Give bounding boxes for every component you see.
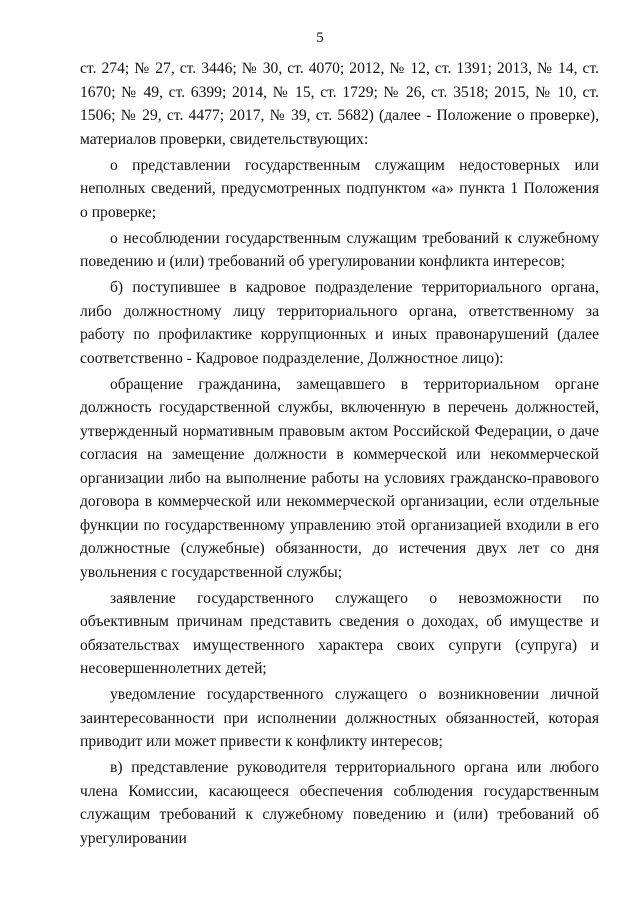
paragraph-citizen-appeal: обращение гражданина, замещавшего в территориальном органе должность государственной службы, включенную в перечень должностей, утвержденный нормативным правовым актом Российской Федерации, о даче согласия на замещение должности в коммерческой или некоммерческой организации либо на выполнение работы на условиях гражданско-правового договора в коммерческой или некоммерческой организации, если отдельные функции по государственному управлению этой организацией входили в его должностные (служебные) обязанности, до истечения двух лет со дня увольнения с государственной службы; [80,375,599,581]
paragraph-unreliable-info: о представлении государственным служащим недостоверных или неполных сведений, предусмотренных подпунктом «а» пункта 1 Положения о проверке; [80,156,599,221]
paragraph-servant-statement: заявление государственного служащего о невозможности по объективным причинам представить сведения о доходах, об имуществе и обязательствах имущественного характера своих супруги (супруга) и несовершеннолетних детей; [80,589,599,677]
paragraph-item-b: б) поступившее в кадровое подразделение территориального органа, либо должностному лицу территориального органа, ответственному за работу по профилактике коррупционных и иных правонарушений (далее соответственно - Кадровое подразделение, Должностное лицо): [80,279,599,367]
page-number: 5 [316,30,324,46]
document-body [80,57,599,850]
paragraph-conflict-notification: уведомление государственного служащего о возникновении личной заинтересованности при исполнении должностных обязанностей, которая приводит или может привести к конфликту интересов; [80,686,599,750]
paragraph-continuation: ст. 274; № 27, ст. 3446; № 30, ст. 4070; 2012, № 12, ст. 1391; 2013, № 14, ст. 1670; № 49, ст. 6399; 2014, № 15, ст. 1729; № 26, ст. 3518; 2015, № 10, ст. 1506; № 29, ст. 4477; 2017, № 39, ст. 5682) (далее - Положение о проверке), материалов проверки, свидетельствующих: [80,60,599,148]
paragraph-item-v: в) представление руководителя территориального органа или любого члена Комиссии, касающееся обеспечения соблюдения государственным служащим требований к служебному поведению и (или) требований об урегулировании [80,759,599,847]
paragraph-noncompliance: о несоблюдении государственным служащим требований к служебному поведению и (или) требований об урегулировании конфликта интересов; [80,229,599,270]
